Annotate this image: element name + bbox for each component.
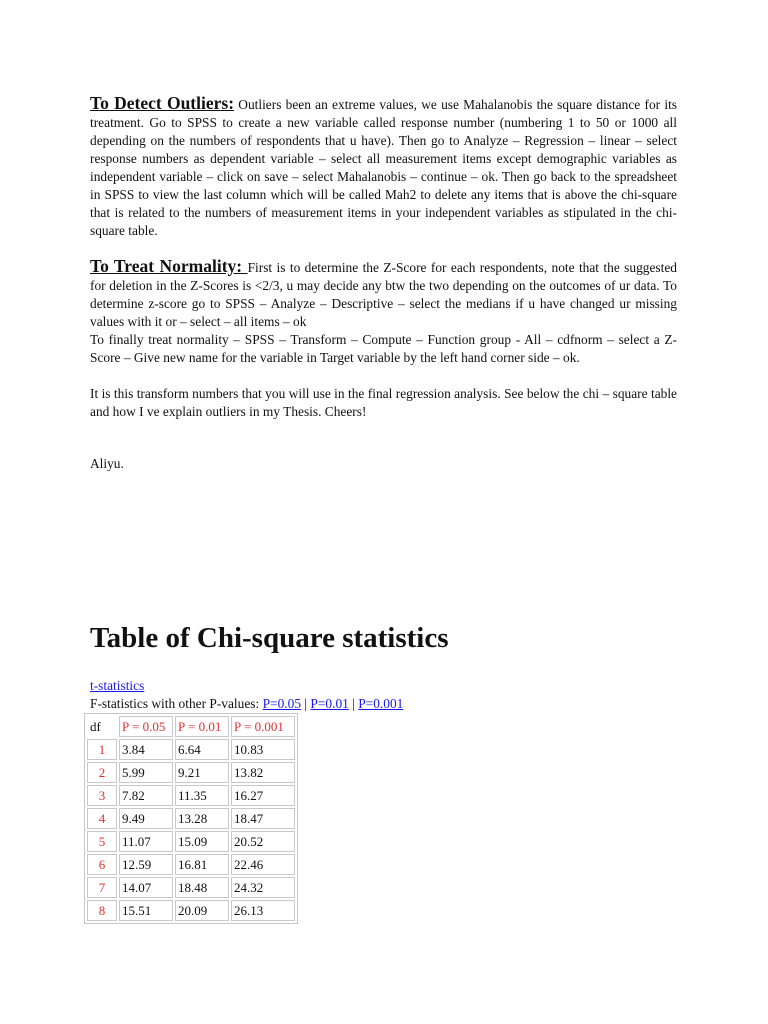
table-title: Table of Chi-square statistics: [90, 622, 449, 654]
p0001-link[interactable]: P=0.001: [358, 696, 404, 711]
value-cell: 15.51: [119, 900, 173, 921]
normality-heading: To Treat Normality:: [90, 256, 248, 276]
value-cell: 3.84: [119, 739, 173, 760]
value-cell: 5.99: [119, 762, 173, 783]
value-cell: 14.07: [119, 877, 173, 898]
table-row: [87, 900, 295, 921]
header-p001: P = 0.01: [175, 716, 229, 737]
value-cell: 7.82: [119, 785, 173, 806]
df-cell: 8: [87, 900, 117, 921]
value-cell: 16.27: [231, 785, 295, 806]
header-df: df: [90, 719, 101, 734]
value-cell: 24.32: [231, 877, 295, 898]
value-cell: 11.35: [175, 785, 229, 806]
value-cell: 15.09: [175, 831, 229, 852]
document-body: [90, 94, 677, 472]
p005-link[interactable]: P=0.05: [262, 696, 302, 711]
f-statistics-label: F-statistics with other P-values:: [90, 696, 263, 711]
normality-text: First is to determine the Z-Score for each respondents, note that the suggested for deletion in the Z-Scores is <2/3, u may decide any btw the two depending on the outcomes of ur data. To determine z-score go to SPSS – Analyze – Descriptive – select the medians if u have changed ur missing values with it or – select – all items – ok: [90, 260, 677, 329]
df-cell: 7: [87, 877, 117, 898]
value-cell: 9.49: [119, 808, 173, 829]
value-cell: 18.48: [175, 877, 229, 898]
df-cell: 6: [87, 854, 117, 875]
outliers-heading: To Detect Outliers:: [90, 93, 235, 113]
table-row: [87, 877, 295, 898]
table-row: [87, 854, 295, 875]
t-statistics-link[interactable]: t-statistics: [90, 678, 145, 693]
normality-transform-text: To finally treat normality – SPSS – Transform – Compute – Function group - All – cdfnorm – select a Z-Score – Give new name for the variable in Target variable by the left hand corner side – ok.: [90, 332, 677, 365]
df-cell: 5: [87, 831, 117, 852]
value-cell: 11.07: [119, 831, 173, 852]
value-cell: 10.83: [231, 739, 295, 760]
value-cell: 13.82: [231, 762, 295, 783]
df-cell: 1: [87, 739, 117, 760]
value-cell: 20.09: [175, 900, 229, 921]
outliers-section: [90, 94, 677, 240]
df-cell: 3: [87, 785, 117, 806]
table-header-row: [87, 716, 295, 737]
value-cell: 26.13: [231, 900, 295, 921]
value-cell: 16.81: [175, 854, 229, 875]
p001-link[interactable]: P=0.01: [310, 696, 349, 711]
value-cell: 6.64: [175, 739, 229, 760]
signature: Aliyu.: [90, 456, 124, 471]
header-p005: P = 0.05: [119, 716, 173, 737]
value-cell: 22.46: [231, 854, 295, 875]
value-cell: 9.21: [175, 762, 229, 783]
table-row: [87, 831, 295, 852]
table-row: [87, 785, 295, 806]
value-cell: 13.28: [175, 808, 229, 829]
df-cell: 2: [87, 762, 117, 783]
spacer: [90, 367, 677, 385]
value-cell: 20.52: [231, 831, 295, 852]
value-cell: 18.47: [231, 808, 295, 829]
statistics-links: [90, 677, 403, 713]
link-separator: |: [348, 696, 359, 711]
link-separator: |: [301, 696, 311, 711]
table-row: [87, 762, 295, 783]
chi-square-table: [84, 713, 298, 924]
df-cell: 4: [87, 808, 117, 829]
regression-note-text: It is this transform numbers that you will use in the final regression analysis. See below the chi – square table and how I ve explain outliers in my Thesis. Cheers!: [90, 386, 677, 419]
table-row: [87, 739, 295, 760]
outliers-text: Outliers been an extreme values, we use Mahalanobis the square distance for its treatment. Go to SPSS to create a new variable called response number (numbering 1 to 50 or 1000 all depending on the numbers of respondents that u have). Then go to Analyze – Regression – linear – select response numbers as dependent variable – select all measurement items except demographic variables as independent variable – click on save – select Mahalanobis – continue – ok. Then go back to the spreadsheet in SPSS to view the last column which will be called Mah2 to delete any items that is above the chi-square that is related to the numbers of measurement items in your independent variables as stipulated in the chi-square table.: [90, 97, 677, 238]
normality-section: [90, 257, 677, 331]
header-p0001: P = 0.001: [231, 716, 295, 737]
table-row: [87, 808, 295, 829]
value-cell: 12.59: [119, 854, 173, 875]
